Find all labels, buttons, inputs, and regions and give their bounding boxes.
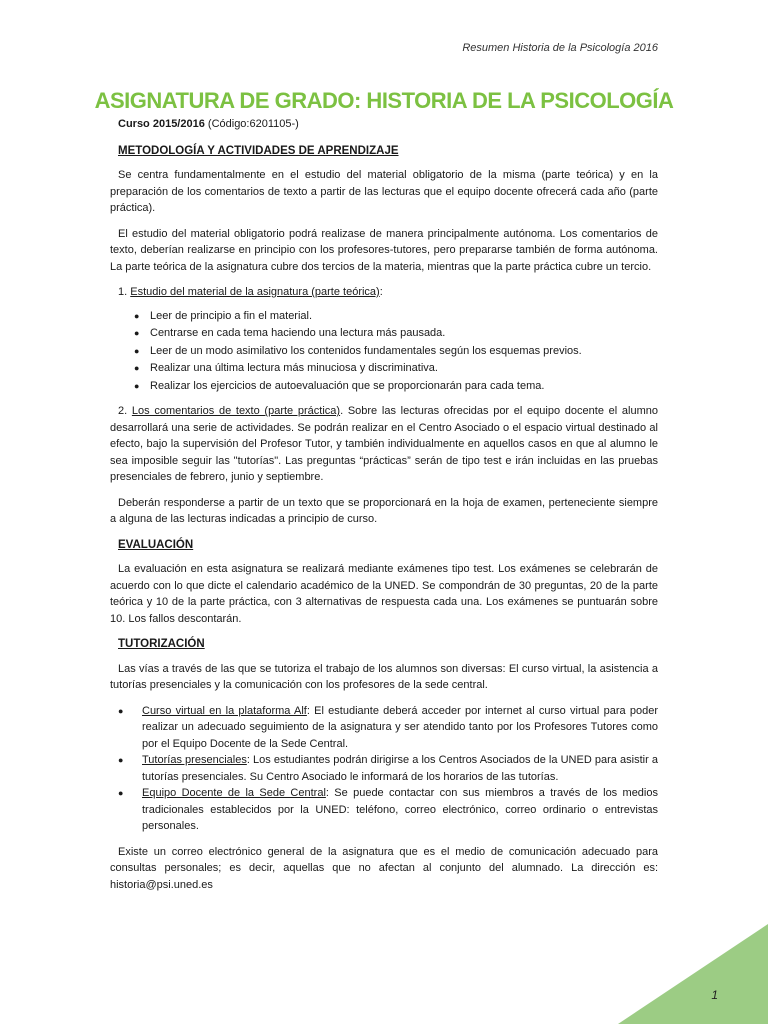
list-item (110, 343, 658, 360)
bullet-icon: ● (134, 363, 140, 373)
document-body (110, 116, 658, 902)
section-heading-evaluacion: EVALUACIÓN (118, 538, 194, 551)
list-item (118, 703, 658, 753)
list-item-term: Curso virtual en la plataforma Alf (142, 704, 307, 717)
item-number: 1. (118, 286, 128, 298)
bullet-icon: ● (134, 328, 140, 338)
numbered-item-1 (110, 284, 658, 301)
list-item-text: : Se puede contactar con sus miembros a través de los medios tradicionales establecidos por la UNED: teléfono, correo electrónico, correo ordinario o entrevistas personales. (142, 787, 658, 832)
section-heading-metodologia: METODOLOGÍA Y ACTIVIDADES DE APRENDIZAJE (118, 144, 399, 157)
list-item-text: Realizar los ejercicios de autoevaluación que se proporcionarán para cada tema. (150, 379, 545, 392)
list-item-text: Centrarse en cada tema haciendo una lectura más pausada. (150, 327, 446, 339)
list-item-term: Equipo Docente de la Sede Central (142, 787, 326, 799)
paragraph: Se centra fundamentalmente en el estudio del material obligatorio de la misma (parte teórica) y en la preparación de los comentarios de texto a partir de las lecturas que el equipo docente ofrecerá cada año (parte práctica). (110, 169, 658, 214)
list-item-text: Leer de un modo asimilativo los contenidos fundamentales según los esquemas previos. (150, 344, 582, 357)
bullet-icon: ● (134, 310, 140, 321)
list-item (110, 378, 658, 395)
item-title: Los comentarios de texto (parte práctica) (131, 405, 341, 417)
list-item (110, 325, 658, 342)
item-colon: : (379, 286, 383, 298)
page-number: 1 (711, 988, 718, 1002)
bullet-icon: ● (118, 755, 124, 765)
bullet-icon: ● (118, 788, 124, 798)
numbered-item-2 (110, 403, 658, 486)
course-label: Curso 2015/2016 (118, 118, 205, 130)
paragraph: Deberán responderse a partir de un texto que se proporcionará en la hoja de examen, perteneciente siempre a alguna de las lecturas indicadas a principio de curso. (110, 496, 658, 525)
bullet-icon: ● (118, 705, 124, 716)
paragraph: La evaluación en esta asignatura se realizará mediante exámenes tipo test. Los exámenes se celebrarán de acuerdo con lo que dicte el calendario académico de la UNED. Se compondrán de 30 preguntas, 20 de la parte teórica y 10 de la parte práctica, con 3 alternativas de respuesta cada una. Los exámenes se puntuarán sobre 10. Los fallos descontarán. (110, 563, 658, 625)
document-title: ASIGNATURA DE GRADO: HISTORIA DE LA PSICOLOGÍA (94, 88, 674, 113)
list-item-text: Realizar una última lectura más minuciosa y discriminativa. (150, 362, 438, 374)
item-text: . Sobre las lecturas ofrecidas por el equipo docente el alumno desarrollará una serie de actividades. Se podrán realizar en el Centro Asociado o el espacio virtual destinado al efecto, bajo la supervisión del Profesor Tutor, y también individualmente en aquellos casos en que al alumno le sea imposible seguir las "tutorías". Las preguntas “prácticas” serán de tipo test e irán incluidas en las pruebas presenciales de febrero, junio y septiembre. (110, 405, 658, 483)
course-line (118, 116, 658, 133)
study-steps-list (110, 308, 658, 395)
list-item-text: Leer de principio a fin el material. (150, 309, 313, 322)
running-header: Resumen Historia de la Psicología 2016 (462, 42, 658, 54)
bullet-icon: ● (134, 380, 140, 391)
bullet-icon: ● (134, 345, 140, 356)
corner-decoration (618, 924, 768, 1024)
list-item-text: : El estudiante deberá acceder por internet al curso virtual para poder realizar un adecuado seguimiento de la asignatura y ser atendido tanto por los Profesores Tutores como por el Equipo Docente de la Sede Central. (142, 704, 658, 750)
paragraph: Las vías a través de las que se tutoriza el trabajo de los alumnos son diversas: El curso virtual, la asistencia a tutorías presenciales y la comunicación con los profesores de la sede central. (110, 662, 658, 691)
paragraph: Existe un correo electrónico general de la asignatura que es el medio de comunicación adecuado para consultas personales; es decir, aquellas que no afectan al conjunto del alumnado. La dirección es: historia@psi.uned.es (110, 845, 658, 891)
list-item (118, 785, 658, 835)
tutoring-channels-list (110, 703, 658, 835)
list-item (110, 308, 658, 325)
course-code: (Código:6201105-) (207, 118, 299, 130)
list-item (118, 752, 658, 785)
item-number: 2. (118, 405, 128, 417)
list-item (110, 360, 658, 377)
section-heading-tutorizacion: TUTORIZACIÓN (118, 638, 205, 650)
list-item-text: : Los estudiantes podrán dirigirse a los Centros Asociados de la UNED para asistir a tutorías presenciales. Su Centro Asociado le informará de los horarios de las tutorías. (142, 754, 658, 783)
paragraph: El estudio del material obligatorio podrá realizase de manera principalmente autónoma. Los comentarios de texto, deberían realizarse en principio con los profesores-tutores, pero prepararse también de forma autónoma. La parte teórica de la asignatura cubre dos tercios de la materia, mientras que la parte práctica cubre un tercio. (110, 227, 658, 273)
list-item-term: Tutorías presenciales (142, 754, 247, 766)
item-title: Estudio del material de la asignatura (parte teórica) (130, 286, 380, 298)
